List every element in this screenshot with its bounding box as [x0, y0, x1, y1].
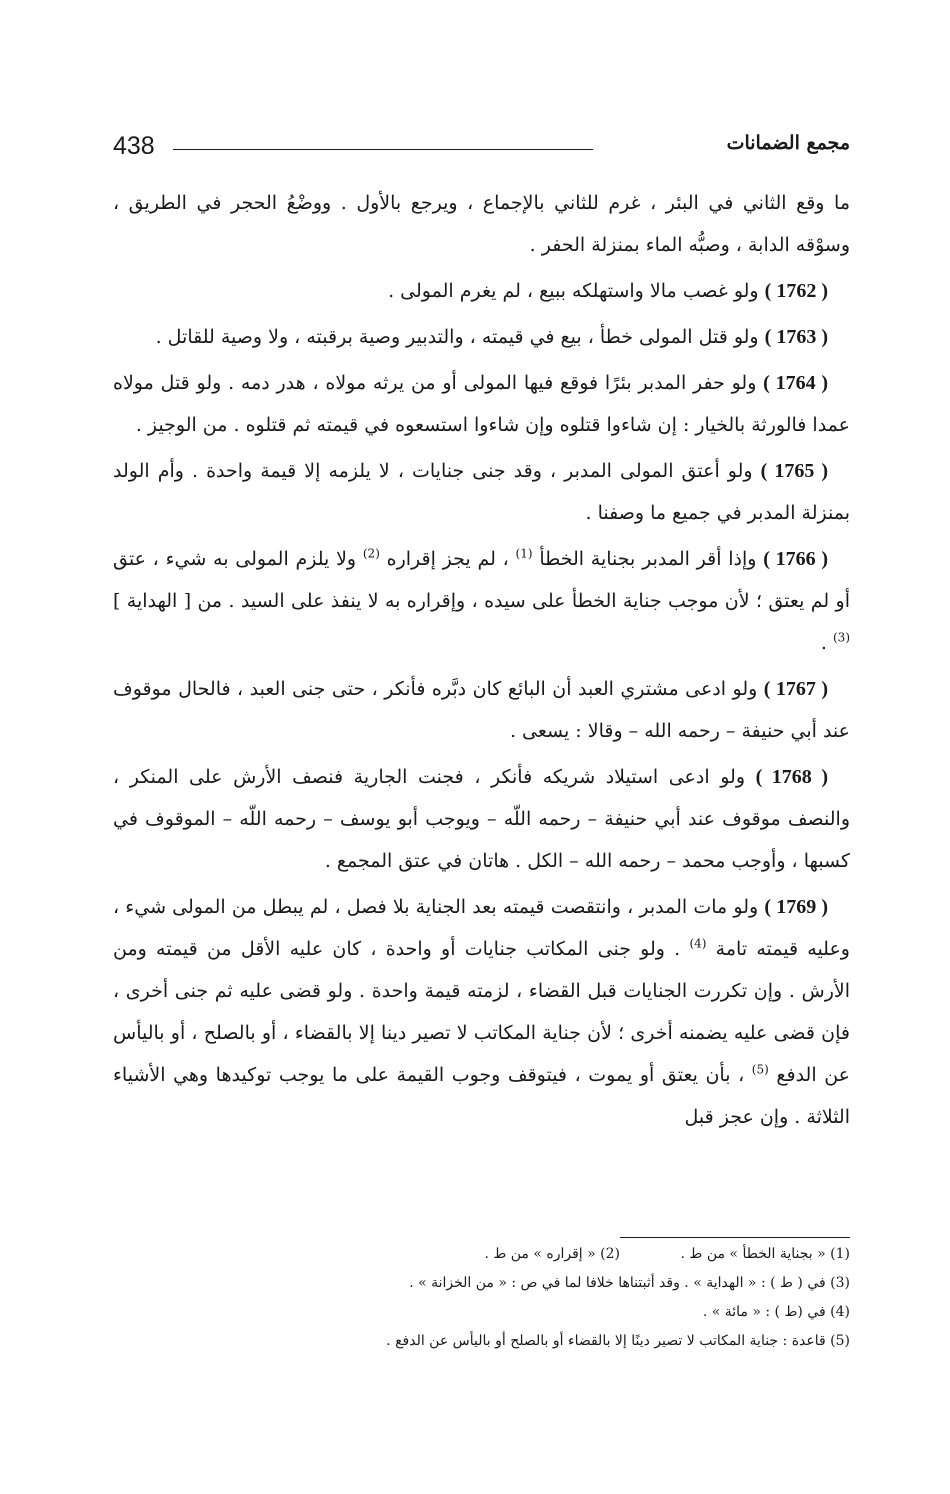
footnote-1: (1) « بجناية الخطأ » من ط . — [680, 1246, 850, 1262]
paragraph-text: ولو غصب مالا واستهلكه ببيع ، لم يغرم المولى . — [388, 280, 759, 302]
entry-1763 — [113, 316, 850, 358]
entry-number: ( 1768 ) — [755, 766, 829, 788]
entry-number: ( 1765 ) — [760, 460, 828, 482]
entry-1764 — [113, 362, 850, 446]
footnote-marker[interactable]: (2) — [362, 546, 380, 561]
paragraph-text: ولا يلزم المولى به شيء ، عتق أو لم يعتق ؛ لأن موجب جناية الخطأ على سيده ، وإقراره به لا ينفذ على السيد . من [ الهداية ] — [113, 548, 850, 612]
paragraph-text: ولو ادعى مشتري العبد أن البائع كان دبَّره فأنكر ، حتى جنى العبد ، فالحال موقوف عند أبي حنيفة – رحمه الله – وقالا : يسعى . — [113, 678, 850, 742]
footnote-2: (2) « إقراره » من ط . — [484, 1246, 620, 1262]
footnote-marker[interactable]: (5) — [751, 1062, 769, 1077]
header-rule — [173, 149, 593, 150]
paragraph-text: ولو حفر المدبر بئرًا فوقع فيها المولى أو من يرثه مولاه ، هدر دمه . ولو قتل مولاه عمدا فالورثة بالخيار : إن شاءوا قتلوه وإن شاءوا استسعوه في قيمته ثم قتلوه . من الوجيز . — [113, 372, 850, 436]
entry-1766 — [113, 538, 850, 664]
entry-1767 — [113, 668, 850, 752]
book-title: مجمع الضمانات — [726, 132, 850, 154]
footnote-marker[interactable]: (4) — [689, 936, 707, 951]
paragraph-text: . — [820, 632, 827, 654]
paragraph-text: ، لم يجز إقراره — [386, 548, 509, 570]
footnote-5: (5) قاعدة : جناية المكاتب لا تصير دينًا إلا بالقضاء أو بالصلح أو باليأس عن الدفع . — [386, 1333, 850, 1349]
paragraph-text: ولو أعتق المولى المدبر ، وقد جنى جنايات ، لا يلزمه إلا قيمة واحدة . وأم الولد بمنزلة المدبر في جميع ما وصفنا . — [113, 460, 850, 524]
entry-number: ( 1769 ) — [764, 896, 828, 918]
entry-number: ( 1766 ) — [763, 548, 828, 570]
paragraph-text: وإذا أقر المدبر بجناية الخطأ — [539, 548, 757, 570]
paragraph-text: . ولو جنى المكاتب جنايات أو واحدة ، كان عليه الأقل من قيمته ومن الأرش . وإن تكررت الجنايات قبل القضاء ، لزمته قيمة واحدة . ولو قضى عليه ثم جنى أخرى ، فإن قضى عليه يضمنه أخرى ؛ لأن جناية المكاتب لا تصير دينا إلا بالقضاء ، أو بالصلح ، أو باليأس عن الدفع — [113, 938, 850, 1086]
entry-number: ( 1764 ) — [763, 372, 829, 394]
main-text — [113, 182, 850, 1142]
entry-1765 — [113, 450, 850, 534]
footnote-4: (4) في (ط ) : « مائة » . — [702, 1304, 850, 1320]
paragraph-text: ولو مات المدبر ، وانتقصت قيمته بعد الجناية بلا فصل ، لم يبطل من المولى شيء ، وعليه قيمته تامة — [113, 896, 850, 960]
entry-1762 — [113, 270, 850, 312]
entry-number: ( 1767 ) — [763, 678, 829, 700]
footnotes — [160, 1240, 850, 1356]
footnote-row — [160, 1240, 850, 1269]
footnote-3: (3) في ( ط ) : « الهداية » . وقد أثبتناها خلافا لما في ص : « من الخزانة » . — [409, 1275, 850, 1291]
footnote-marker[interactable]: (1) — [515, 546, 533, 561]
entry-number: ( 1762 ) — [764, 280, 828, 302]
paragraph-text: ولو ادعى استيلاد شريكه فأنكر ، فجنت الجارية فنصف الأرش على المنكر ، والنصف موقوف عند أبي حنيفة – رحمه اللّه – ويوجب أبو يوسف – رحمه اللّه – الموقوف في كسبها ، وأوجب محمد – رحمه الله – الكل . هاتان في عتق المجمع . — [113, 766, 850, 872]
paragraph-text: ، بأن يعتق أو يموت ، فيتوقف وجوب القيمة على ما يوجب توكيدها وهي الأشياء الثلاثة . وإن عجز قبل — [113, 1064, 850, 1128]
page-number: 438 — [113, 132, 155, 160]
footnote-marker[interactable]: (3) — [832, 630, 850, 645]
entry-number: ( 1763 ) — [764, 326, 828, 348]
footnote-rule — [620, 1237, 850, 1238]
paragraph-text: ما وقع الثاني في البئر ، غرم للثاني بالإجماع ، ويرجع بالأول . ووضْعُ الحجر في الطريق ، وسوْقه الدابة ، وصبُّه الماء بمنزلة الحفر . — [113, 192, 850, 256]
paragraph-text: ولو قتل المولى خطأ ، بيع في قيمته ، والتدبير وصية برقبته ، ولا وصية للقاتل . — [155, 326, 759, 348]
entry-1768 — [113, 756, 850, 882]
page-header — [113, 132, 850, 168]
entry-1769 — [113, 886, 850, 1138]
paragraph-continued — [113, 182, 850, 266]
